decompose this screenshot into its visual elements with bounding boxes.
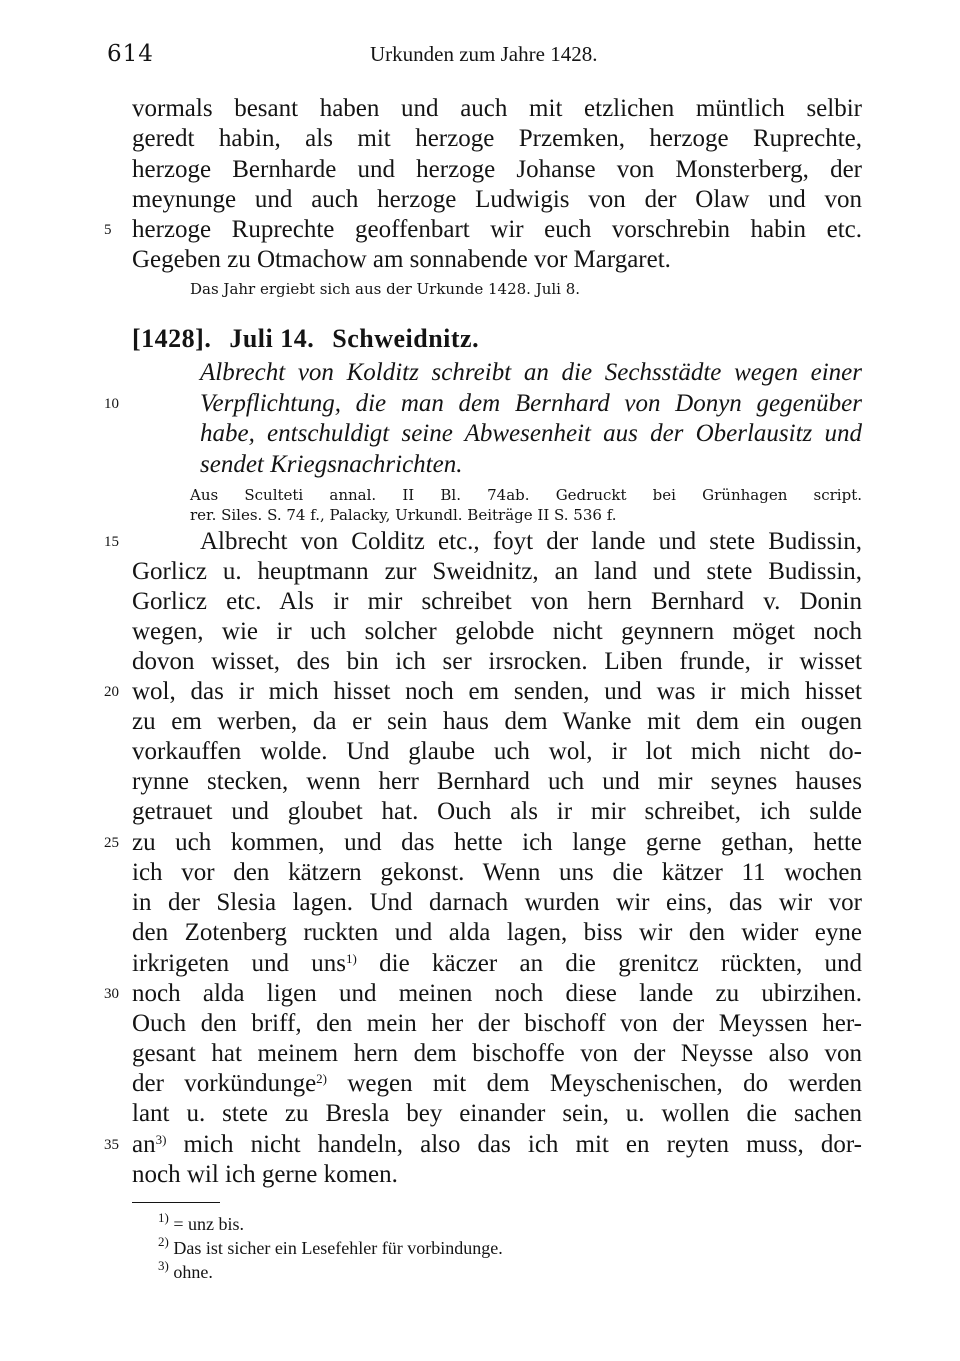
source-line: rer. Siles. S. 74 f., Palacky, Urkundl. Beiträge II S. 536 f. [190, 506, 617, 524]
regest-line: habe, entschuldigt seine Abwesenheit aus der Oberlausitz und [200, 420, 862, 447]
text-line: geredt habin, als mit herzoge Przemken, herzoge Ruprechte, [132, 125, 862, 152]
text-line: ich vor den kätzern gekonst. Wenn uns die kätzer 11 wochen [132, 859, 862, 886]
text-fragment: wegen mit dem Meyschenischen, do werden [347, 1070, 863, 1097]
page-header [107, 41, 862, 75]
text-line: herzoge Bernharde und herzoge Johanse von Monsterberg, der [132, 156, 862, 183]
text-line: getrauet und gloubet hat. Ouch als ir mir schreibet, ich sulde [132, 798, 862, 825]
note-ref: 1) [346, 951, 357, 966]
running-title: Urkunden zum Jahre 1428. [370, 42, 598, 66]
text-line: wegen, wie ir uch solcher gelobde nicht geynnern möget noch [132, 618, 862, 645]
margin-line-number: 5 [104, 222, 112, 238]
text-line: Gorlicz etc. Als ir mir schreibet von hern Bernhard v. Donin [132, 588, 862, 615]
margin-line-number: 20 [104, 684, 119, 700]
text-line [132, 949, 862, 979]
text-fragment: mich nicht handeln, also das ich mit en reyten muss, dor- [183, 1131, 863, 1158]
text-fragment: an [132, 1131, 156, 1158]
note-ref: 2) [316, 1071, 328, 1086]
document-place: Schweidnitz. [332, 324, 480, 353]
text-line: in der Slesia lagen. Und darnach wurden wir eins, das wir vor [132, 889, 862, 916]
text-fragment: die käczer an die grenitcz rückten, und [379, 950, 862, 977]
footnote-text: = unz bis. [173, 1214, 244, 1234]
margin-line-number: 15 [104, 534, 119, 550]
text-fragment: irkrigeten und uns [132, 950, 346, 977]
text-line: lant u. stete zu Bresla bey einander sein, u. wollen die sachen [132, 1100, 862, 1127]
text-line: Gegeben zu Otmachow am sonnabende vor Margaret. [132, 246, 671, 273]
text-line: den Zotenberg ruckten und alda lagen, biss wir den wider eyne [132, 919, 862, 946]
text-line: gesant hat meinem hern dem bischoffe von der Neysse also von [132, 1040, 862, 1067]
text-line: vormals besant haben und auch mit etzlichen müntlich selbir [132, 95, 862, 122]
text-line: dovon wisset, des bin ich ser irsrocken. Liben frunde, ir wisset [132, 648, 862, 675]
text-line: noch alda ligen und meinen noch diese lande zu ubirzihen. [132, 980, 862, 1007]
source-line: Aus Sculteti annal. II Bl. 74ab. Gedruckt bei Grünhagen script. [190, 486, 862, 504]
document-heading [132, 324, 497, 354]
text-line: rynne stecken, wenn herr Bernhard uch und mir seynes hauses [132, 768, 862, 795]
margin-line-number: 25 [104, 835, 119, 851]
footnote-text: ohne. [173, 1262, 213, 1282]
regest-line: sendet Kriegsnachrichten. [200, 451, 463, 478]
date-note: Das Jahr ergiebt sich aus der Urkunde 1428. Juli 8. [190, 280, 581, 298]
text-line: Albrecht von Colditz etc., foyt der lande und stete Budissin, [200, 528, 862, 555]
text-line [132, 1130, 862, 1160]
footnote-mark: 2) [158, 1234, 169, 1249]
footnote-mark: 3) [158, 1258, 169, 1273]
document-number: [1428]. [132, 324, 212, 353]
margin-line-number: 35 [104, 1137, 119, 1153]
note-ref: 3) [155, 1132, 167, 1147]
text-line: noch wil ich gerne komen. [132, 1161, 398, 1188]
margin-line-number: 30 [104, 986, 119, 1002]
text-line: Ouch den briff, den mein her der bischoff von der Meyssen her- [132, 1010, 862, 1037]
text-line: zu uch kommen, und das hette ich lange gerne gethan, hette [132, 829, 862, 856]
regest-line: Albrecht von Kolditz schreibt an die Sechsstädte wegen einer [200, 359, 862, 386]
footnote-mark: 1) [158, 1210, 169, 1225]
footnote [158, 1260, 213, 1284]
document-date: Juli 14. [229, 324, 315, 353]
footnote [158, 1236, 503, 1260]
text-line: vorkauffen wolde. Und glaube uch wol, ir lot mich nicht do- [132, 738, 862, 765]
page-number: 614 [107, 41, 154, 67]
footnote-text: Das ist sicher ein Lesefehler für vorbindunge. [173, 1238, 503, 1258]
text-line: zu em werben, da er sein haus dem Wanke mit dem ein ougen [132, 708, 862, 735]
text-line: meynunge und auch herzoge Ludwigis von der Olaw und von [132, 186, 862, 213]
text-line: herzoge Ruprechte geoffenbart wir euch vorschrebin habin etc. [132, 216, 862, 243]
footnote-divider [132, 1202, 220, 1203]
text-line: Gorlicz u. heuptmann zur Sweidnitz, an land und stete Budissin, [132, 558, 862, 585]
footnote [158, 1212, 244, 1236]
text-fragment: der vorkündunge [132, 1070, 317, 1097]
margin-line-number: 10 [104, 396, 119, 412]
regest-line: Verpflichtung, die man dem Bernhard von Donyn gegenüber [200, 390, 862, 417]
text-line: wol, das ir mich hisset noch em senden, und was ir mich hisset [132, 678, 862, 705]
text-line [132, 1069, 862, 1099]
